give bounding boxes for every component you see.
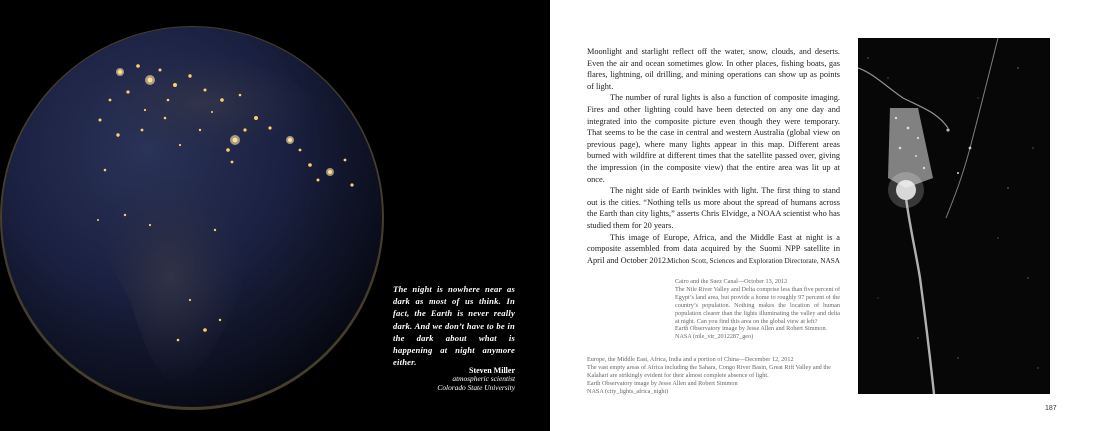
caption-africa-text: The vast empty areas of Africa including the Sahara, Congo River Basin, Great Rift Valley and the Kalahari are strikingly evident for their almost complete absence of light. <box>587 363 831 379</box>
caption-africa-id: NASA (city_lights_africa_night) <box>587 387 669 395</box>
pull-quote: The night is nowhere near as dark as most of us think. In fact, the Earth is never really dark. And we don’t have to be in the dark about what is happening at night anymore either. <box>393 284 515 368</box>
paragraph-3: The night side of Earth twinkles with light. The first thing to stand out is the cities. “Nothing tells us more about the spread of humans across the Earth than city lights,” asserts Chris Elvidge, a NOAA scientist who has studied them for 20 years. <box>587 186 840 230</box>
caption-cairo-title: Cairo and the Suez Canal—October 13, 2012 <box>675 278 788 285</box>
nile-night-image <box>858 38 1050 394</box>
paragraph-2: The number of rural lights is also a function of composite imaging. Fires and other lighting could have been detected on any one day and integrated into the composite picture even though they were temporary. That seems to be the case in central and western Australia (global view on previous page), where many lights appear in this map. Different areas burned with wildfire at different times that the satellite passed over, giving the impression (in the composite view) that the entire area was lit up at once. <box>587 93 840 184</box>
caption-cairo <box>675 278 840 341</box>
nile-night-photo <box>858 38 1050 394</box>
paragraph-1: Moonlight and starlight reflect off the water, snow, clouds, and deserts. Even the air and ocean sometimes glow. In other places, fishing boats, gas flares, lightning, oil drilling, and mining operations can show up as points of light. <box>587 47 840 91</box>
body-text <box>587 46 840 266</box>
right-page <box>550 0 1100 431</box>
caption-africa-title: Europe, the Middle East, Africa, India and a portion of China—December 12, 2012 <box>587 356 794 363</box>
caption-cairo-text: The Nile River Valley and Delta comprise less than five percent of Egypt’s land area, but provide a home to roughly 97 percent of the country’s population. Nothing makes the location of human population clearer than the lights illuminating the valley and delta at night. Can you find this area on the global view at left? <box>675 285 840 325</box>
byline: Michon Scott, Sciences and Exploration Directorate, NASA <box>667 257 840 265</box>
quote-attribution <box>380 367 515 392</box>
paragraph-4: This image of Europe, Africa, and the Middle East at night is a composite assembled from data acquired by the Suomi NPP satellite in April and October 2012. <box>587 232 840 265</box>
caption-cairo-id: NASA (nile_vir_2012287_geo) <box>675 333 754 341</box>
caption-africa-credit: Earth Observatory image by Jesse Allen and Robert Simmon <box>587 379 738 387</box>
attribution-org: Colorado State University <box>437 382 515 392</box>
attribution-role: atmospheric scientist <box>452 374 515 384</box>
attribution-name: Steven Miller <box>469 366 515 375</box>
page-number: 187 <box>1045 405 1057 412</box>
caption-africa <box>587 356 832 396</box>
caption-cairo-credit: Earth Observatory image by Jesse Allen and Robert Simmon. <box>675 325 828 333</box>
